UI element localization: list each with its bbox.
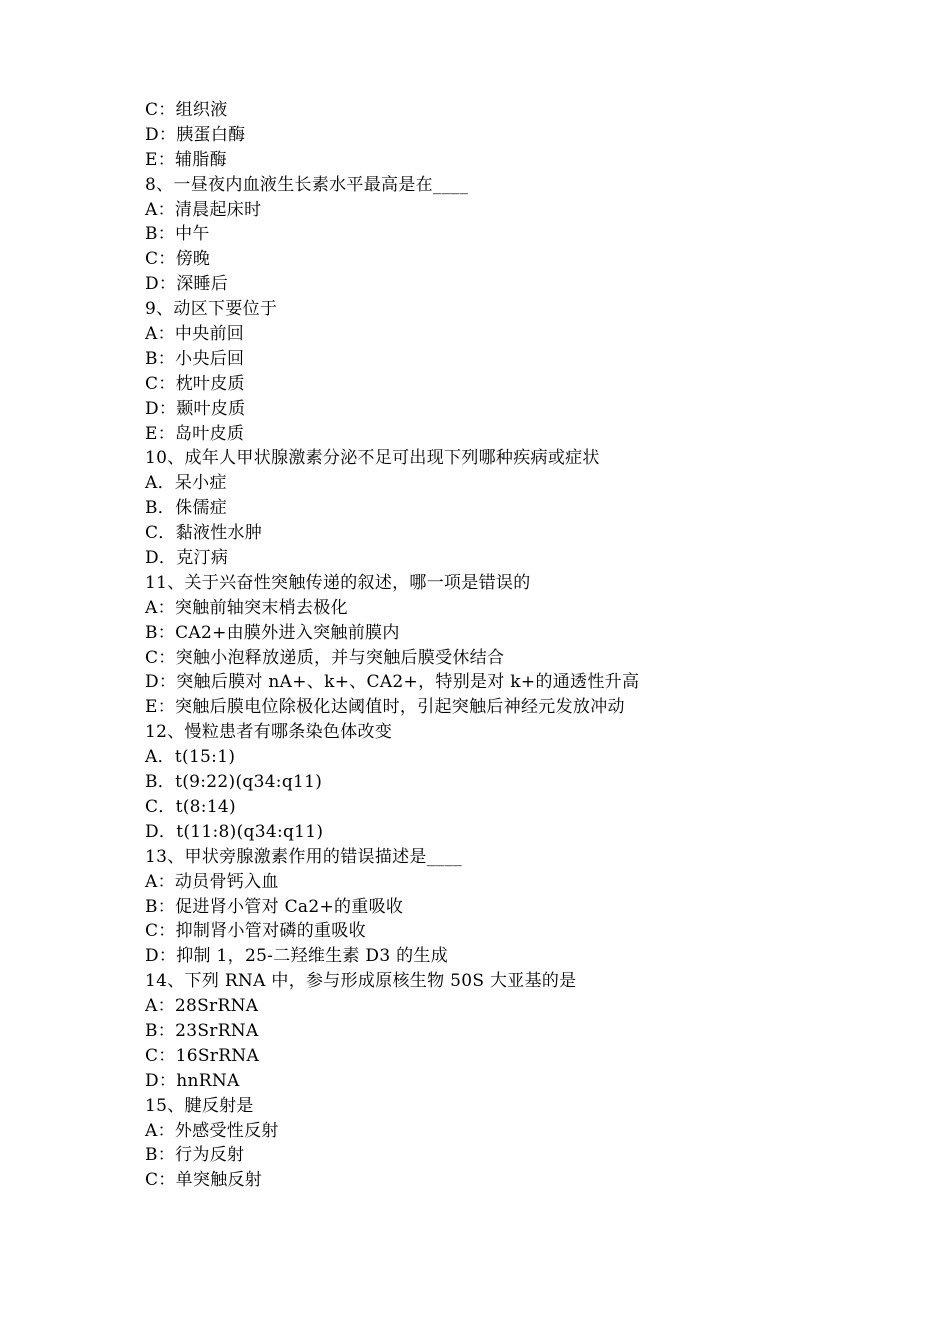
text-line: C：傍晚 <box>145 249 211 270</box>
text-line: E：突触后膜电位除极化达阈值时，引起突触后神经元发放冲动 <box>145 697 625 718</box>
text-line: B．t(9:22)(q34:q11) <box>145 772 323 793</box>
text-line: B：中午 <box>145 224 210 245</box>
text-line: C：突触小泡释放递质，并与突触后膜受休结合 <box>145 647 505 668</box>
text-line: A．t(15:1) <box>145 747 236 768</box>
text-line: D：胰蛋白酶 <box>145 124 246 145</box>
text-line: C：抑制肾小管对磷的重吸收 <box>145 921 366 942</box>
question-text: 13、甲状旁腺激素作用的错误描述是____ <box>145 846 462 867</box>
text-line: B：促进肾小管对 Ca2+的重吸收 <box>145 896 404 917</box>
text-line: D．克汀病 <box>145 548 229 569</box>
question-text: 8、一昼夜内血液生长素水平最高是在____ <box>145 174 469 195</box>
text-line: B．侏儒症 <box>145 498 227 519</box>
text-line: C．t(8:14) <box>145 796 236 817</box>
question-text: 15、腱反射是 <box>145 1095 254 1116</box>
question-text: 12、慢粒患者有哪条染色体改变 <box>145 722 393 743</box>
text-line: C：组织液 <box>145 100 228 120</box>
text-line: A：清晨起床时 <box>145 199 262 220</box>
text-line: D：突触后膜对 nA+、k+、CA2+，特别是对 k+的通透性升高 <box>145 672 640 693</box>
text-line: B：行为反射 <box>145 1145 245 1166</box>
question-text: 14、下列 RNA 中，参与形成原核生物 50S 大亚基的是 <box>145 971 577 992</box>
question-text: 10、成年人甲状腺激素分泌不足可出现下列哪种疾病或症状 <box>145 448 600 469</box>
text-line: A：28SrRNA <box>145 996 259 1017</box>
text-line: A：外感受性反射 <box>145 1120 279 1141</box>
text-line: B：小央后回 <box>145 348 245 369</box>
text-line: A：突触前轴突末梢去极化 <box>145 597 348 618</box>
text-line: B：CA2+由膜外进入突触前膜内 <box>145 622 400 643</box>
text-line: C．黏液性水肿 <box>145 523 263 544</box>
text-line: E：岛叶皮质 <box>145 423 245 444</box>
text-line: E：辅脂酶 <box>145 149 227 170</box>
text-line: A．呆小症 <box>145 473 227 494</box>
text-line: C：单突触反射 <box>145 1170 263 1191</box>
text-line: D：抑制 1，25-二羟维生素 D3 的生成 <box>145 946 449 967</box>
document-body <box>145 98 845 1193</box>
text-line: C：枕叶皮质 <box>145 373 245 394</box>
text-line: D．t(11:8)(q34:q11) <box>145 821 324 842</box>
text-line: D：颞叶皮质 <box>145 398 246 419</box>
text-line: A：动员骨钙入血 <box>145 871 279 892</box>
question-text: 11、关于兴奋性突触传递的叙述，哪一项是错误的 <box>145 572 531 593</box>
text-line: C：16SrRNA <box>145 1045 260 1066</box>
text-line: A：中央前回 <box>145 324 245 345</box>
question-text: 9、动区下要位于 <box>145 299 278 320</box>
text-line: D：深睡后 <box>145 274 229 295</box>
text-line: B：23SrRNA <box>145 1020 259 1041</box>
text-line: D：hnRNA <box>145 1070 240 1091</box>
